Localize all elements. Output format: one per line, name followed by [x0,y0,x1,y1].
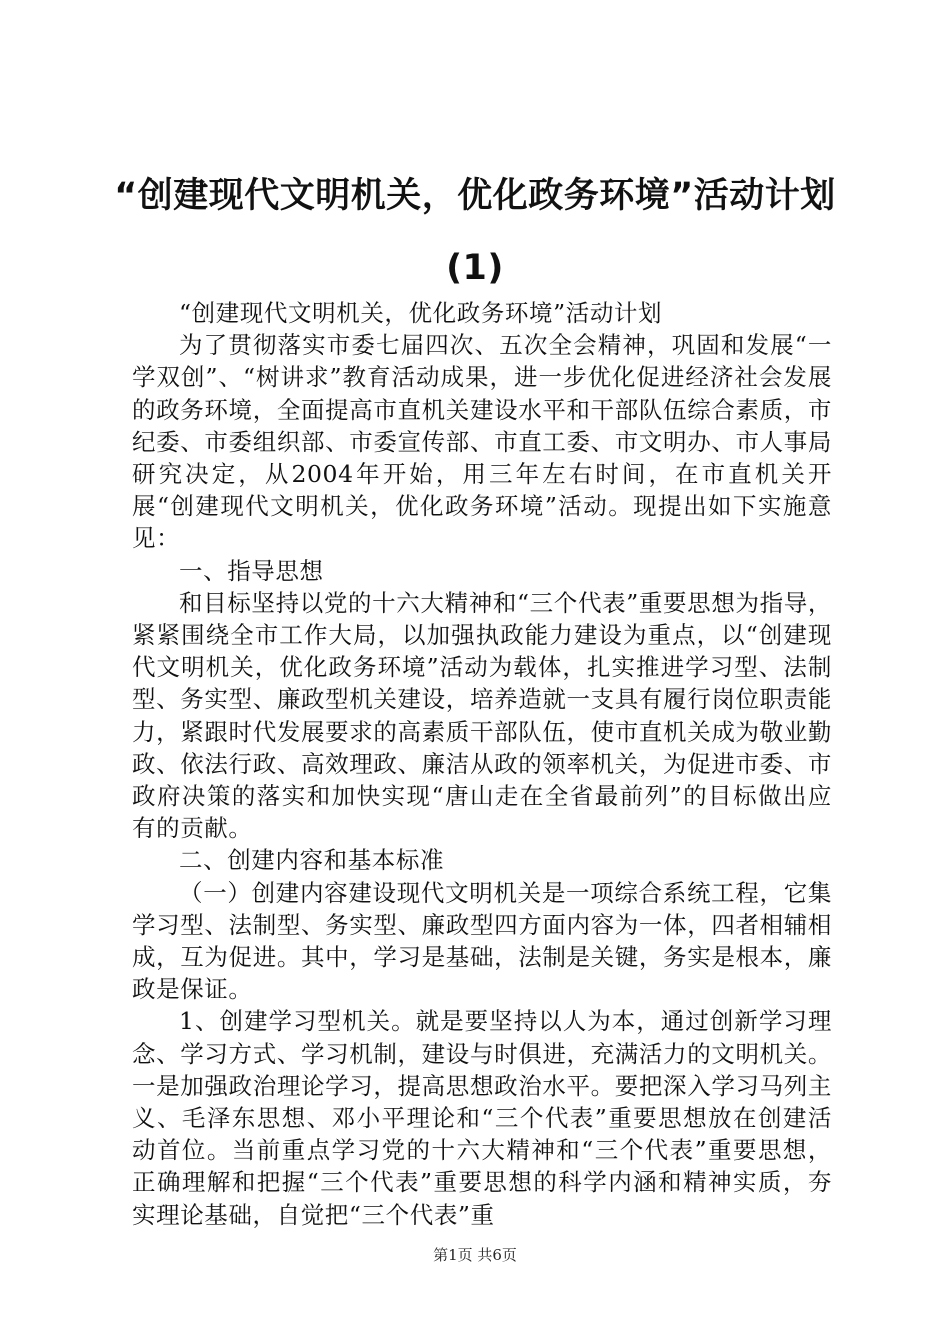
section-heading-guiding-thought: 一、指导思想 [179,556,324,585]
document-title: “创建现代文明机关，优化政务环境”活动计划(1) [114,176,836,288]
intro-paragraph: 为了贯彻落实市委七届四次、五次全会精神，巩固和发展“一学双创”、“树讲求”教育活动成果，进一步优化促进经济社会发展的政务环境，全面提高市直机关建设水平和干部队伍综合素质，市纪委、市委组织部、市委宣传部、市直工委、市文明办、市人事局研究决定，从2004年开始，用三年左右时间，在市直机关开展“创建现代文明机关，优化政务环境”活动。现提出如下实施意见： [132,331,832,553]
intro-subtitle: “创建现代文明机关，优化政务环境”活动计划 [179,299,663,327]
content-paragraph: （一）创建内容建设现代文明机关是一项综合系统工程，它集学习型、法制型、务实型、廉政型四方面内容为一体，四者相辅相成，互为促进。其中，学习是基础，法制是关键，务实是根本，廉政是保证。 [132,878,832,1004]
learning-organ-paragraph: 1、创建学习型机关。就是要坚持以人为本，通过创新学习理念、学习方式、学习机制，建设与时俱进，充满活力的文明机关。一是加强政治理论学习，提高思想政治水平。要把深入学习马列主义、毛泽东思想、邓小平理论和“三个代表”重要思想放在创建活动首位。当前重点学习党的十六大精神和“三个代表”重要思想，正确理解和把握“三个代表”重要思想的科学内涵和精神实质，夯实理论基础，自觉把“三个代表”重 [132,1007,832,1229]
section-heading-content-standards: 二、创建内容和基本标准 [179,846,445,875]
document-body [132,297,832,1231]
guiding-thought-paragraph: 和目标坚持以党的十六大精神和“三个代表”重要思想为指导，紧紧围绕全市工作大局，以加强执政能力建设为重点，以“创建现代文明机关，优化政务环境”活动为载体，扎实推进学习型、法制型、务实型、廉政型机关建设，培养造就一支具有履行岗位职责能力，紧跟时代发展要求的高素质干部队伍，使市直机关成为敬业勤政、依法行政、高效理政、廉洁从政的领率机关，为促进市委、市政府决策的落实和加快实现“唐山走在全省最前列”的目标做出应有的贡献。 [132,588,832,843]
page-footer: 第1页 共6页 [433,1246,517,1264]
